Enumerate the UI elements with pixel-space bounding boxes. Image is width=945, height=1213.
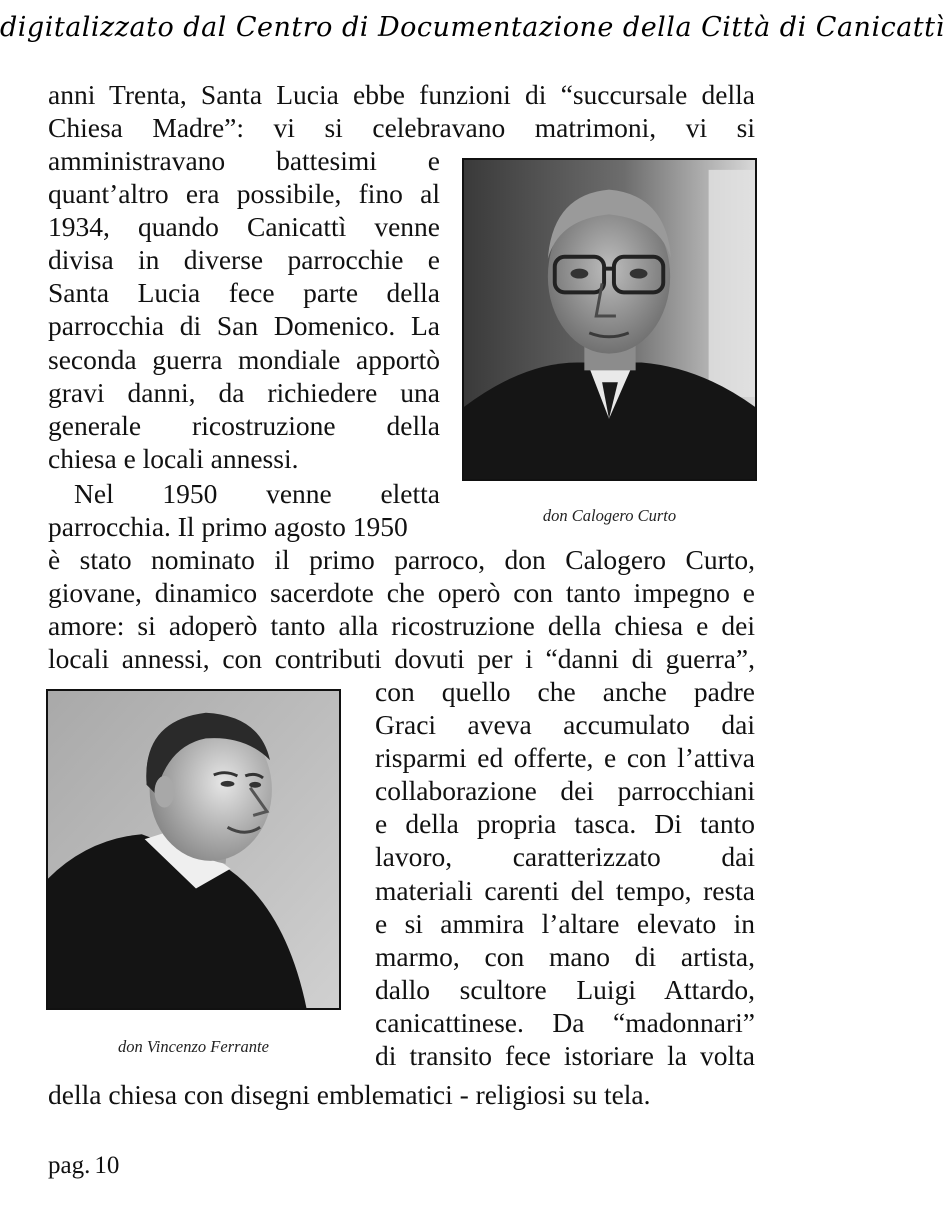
text-line: seconda guerra mondiale apportò xyxy=(48,343,440,375)
text-line: dallo scultore Luigi Attardo, xyxy=(375,973,755,1005)
text-line: e si ammira l’altare elevato in xyxy=(375,907,755,939)
text-line: 1934, quando Canicattì venne xyxy=(48,211,440,243)
text-line: è stato nominato il primo parroco, don Calogero Curto, xyxy=(48,544,755,575)
photo-caption: don Calogero Curto xyxy=(542,506,677,525)
text-line: Graci aveva accumulato dai xyxy=(375,709,755,741)
portrait-photo-calogero-curto xyxy=(462,158,757,481)
text-line: giovane, dinamico sacerdote che operò con tanto impegno e xyxy=(48,577,755,609)
text-line: materiali carenti del tempo, resta xyxy=(375,874,755,906)
text-line: risparmi ed offerte, e con l’attiva xyxy=(375,742,755,774)
text-line: di transito fece istoriare la volta xyxy=(375,1040,755,1072)
paragraph-middle xyxy=(48,543,755,675)
text-line: anni Trenta, Santa Lucia ebbe funzioni di “succursale della xyxy=(48,79,755,110)
text-line: locali annessi, con contributi dovuti per i “danni di guerra”, xyxy=(48,643,755,675)
text-line: marmo, con mano di artista, xyxy=(375,940,755,972)
text-line: generale ricostruzione della xyxy=(48,409,440,441)
text-line: collaborazione dei parrocchiani xyxy=(375,775,755,807)
text-line: quant’altro era possibile, fino al xyxy=(48,178,440,210)
text-line: amministravano battesimi e xyxy=(48,145,440,176)
paragraph-top xyxy=(48,78,755,144)
paragraph-end-line: chiesa e locali annessi. xyxy=(48,443,299,474)
text-line: amore: si adoperò tanto alla ricostruzione della chiesa e dei xyxy=(48,610,755,642)
text-line: parrocchia di San Domenico. La xyxy=(48,310,440,342)
digitization-header: digitalizzato dal Centro di Documentazione della Città di Canicattì xyxy=(0,12,945,43)
text-line: Santa Lucia fece parte della xyxy=(48,277,440,309)
paragraph-beside-photo2 xyxy=(375,675,755,1072)
text-line: parrocchia. Il primo agosto 1950 xyxy=(48,511,408,542)
text-line: divisa in diverse parrocchie e xyxy=(48,244,440,276)
page-number xyxy=(48,1152,123,1180)
text-line: Chiesa Madre”: vi si celebravano matrimoni, vi si xyxy=(48,112,755,144)
paragraph-beside-photo1 xyxy=(48,144,440,442)
paragraph-last-line: della chiesa con disegni emblematici - religiosi su tela. xyxy=(48,1079,651,1110)
text-line: con quello che anche padre xyxy=(375,676,755,707)
text-line: canicattinese. Da “madonnari” xyxy=(375,1006,755,1038)
text-line: Nel 1950 venne eletta xyxy=(74,478,440,509)
paragraph-nel-1950 xyxy=(48,477,440,510)
text-line: e della propria tasca. Di tanto xyxy=(375,808,755,840)
text-line: lavoro, caratterizzato dai xyxy=(375,841,755,873)
text-line: gravi danni, da richiedere una xyxy=(48,376,440,408)
portrait-photo-vincenzo-ferrante xyxy=(46,689,341,1010)
photo-caption: don Vincenzo Ferrante xyxy=(118,1037,269,1056)
page-label: pag. xyxy=(48,1152,91,1179)
page-number-value: 10 xyxy=(94,1152,120,1179)
